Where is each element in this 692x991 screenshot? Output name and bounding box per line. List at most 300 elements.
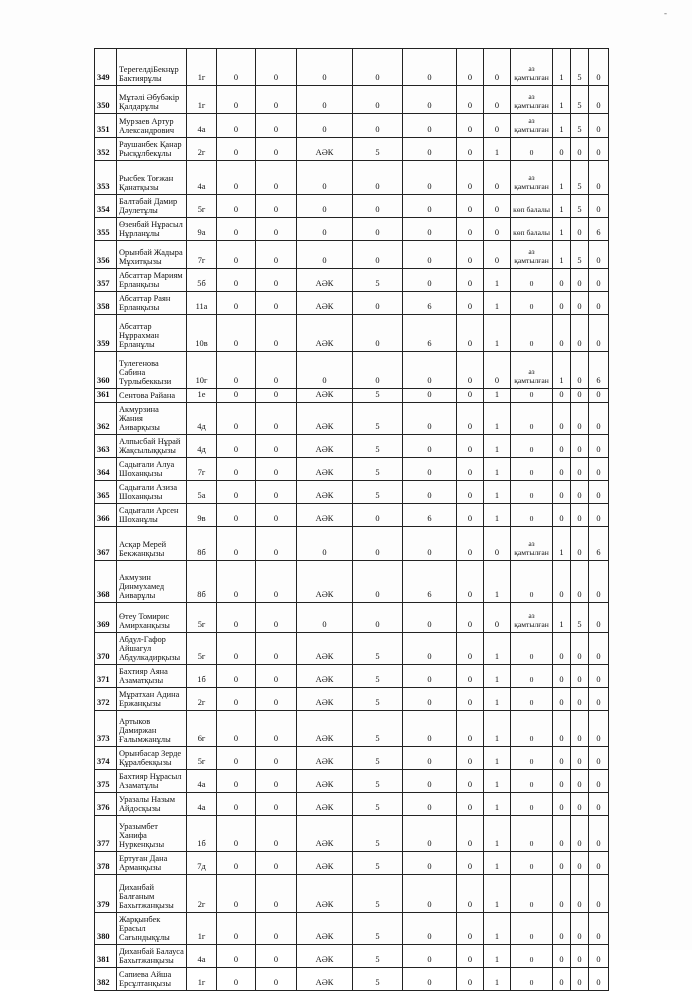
col-b-cell: 0 — [571, 968, 589, 991]
col4-cell: 5 — [353, 458, 403, 481]
col-d-cell: 0 — [589, 747, 609, 770]
col4-cell: 0 — [353, 218, 403, 241]
col7-cell: 0 — [484, 218, 511, 241]
col4-cell: 0 — [353, 561, 403, 603]
row-number: 369 — [95, 603, 117, 633]
row-number: 360 — [95, 352, 117, 389]
col7-cell: 1 — [484, 315, 511, 352]
class-cell: 4а — [187, 114, 217, 138]
col-d-cell: 6 — [589, 352, 609, 389]
col7-cell: 1 — [484, 875, 511, 913]
col6-cell: 0 — [457, 688, 484, 711]
col-a-cell: 0 — [553, 403, 571, 435]
row-number: 371 — [95, 665, 117, 688]
col1-cell: 0 — [217, 241, 256, 269]
row-number: 358 — [95, 292, 117, 315]
col4-cell: 5 — [353, 852, 403, 875]
col4-cell: 5 — [353, 945, 403, 968]
col-b-cell: 0 — [571, 315, 589, 352]
col1-cell: 0 — [217, 352, 256, 389]
row-number: 380 — [95, 913, 117, 945]
row-number: 355 — [95, 218, 117, 241]
col-d-cell: 0 — [589, 49, 609, 86]
col3-cell: АӘК — [297, 913, 353, 945]
table-row — [95, 945, 609, 968]
student-name: Өтеу Томирис Амирханқызы — [117, 603, 187, 633]
row-number: 349 — [95, 49, 117, 86]
class-cell: 5г — [187, 747, 217, 770]
table-row — [95, 218, 609, 241]
col1-cell: 0 — [217, 945, 256, 968]
class-cell: 4а — [187, 945, 217, 968]
col-a-cell: 1 — [553, 603, 571, 633]
col2-cell: 0 — [256, 688, 297, 711]
status-cell: 0 — [511, 793, 553, 816]
col2-cell: 0 — [256, 913, 297, 945]
col5-cell: 0 — [403, 875, 457, 913]
col1-cell: 0 — [217, 527, 256, 561]
col7-cell: 1 — [484, 945, 511, 968]
col3-cell: 0 — [297, 352, 353, 389]
col4-cell: 5 — [353, 793, 403, 816]
col-a-cell: 1 — [553, 352, 571, 389]
col-a-cell: 0 — [553, 816, 571, 852]
col-b-cell: 5 — [571, 86, 589, 114]
row-number: 351 — [95, 114, 117, 138]
status-cell: көп балалы — [511, 195, 553, 218]
col2-cell: 0 — [256, 389, 297, 403]
col4-cell: 0 — [353, 292, 403, 315]
col6-cell: 0 — [457, 435, 484, 458]
student-name: Садығали Азиза Шоханқызы — [117, 481, 187, 504]
table-row — [95, 561, 609, 603]
col5-cell: 0 — [403, 968, 457, 991]
row-number: 362 — [95, 403, 117, 435]
col4-cell: 5 — [353, 770, 403, 793]
col-d-cell: 0 — [589, 161, 609, 195]
col5-cell: 0 — [403, 481, 457, 504]
table-row — [95, 481, 609, 504]
status-cell: 0 — [511, 292, 553, 315]
col3-cell: 0 — [297, 527, 353, 561]
col2-cell: 0 — [256, 665, 297, 688]
col6-cell: 0 — [457, 352, 484, 389]
col3-cell: 0 — [297, 86, 353, 114]
col3-cell: 0 — [297, 603, 353, 633]
col4-cell: 5 — [353, 968, 403, 991]
status-cell: 0 — [511, 945, 553, 968]
status-cell: 0 — [511, 968, 553, 991]
col7-cell: 1 — [484, 633, 511, 665]
col-d-cell: 0 — [589, 913, 609, 945]
class-cell: 10в — [187, 315, 217, 352]
col5-cell: 0 — [403, 403, 457, 435]
student-name: Мурзаев Артур Александрович — [117, 114, 187, 138]
col7-cell: 1 — [484, 793, 511, 816]
col5-cell: 6 — [403, 292, 457, 315]
col6-cell: 0 — [457, 561, 484, 603]
class-cell: 1б — [187, 816, 217, 852]
col-a-cell: 0 — [553, 389, 571, 403]
col2-cell: 0 — [256, 315, 297, 352]
col2-cell: 0 — [256, 527, 297, 561]
col-a-cell: 1 — [553, 86, 571, 114]
status-cell: 0 — [511, 816, 553, 852]
col7-cell: 1 — [484, 504, 511, 527]
col-a-cell: 0 — [553, 945, 571, 968]
student-name: Асқар Мерей Бекжанқызы — [117, 527, 187, 561]
table-row — [95, 875, 609, 913]
col7-cell: 1 — [484, 747, 511, 770]
status-cell: аз қамтылған — [511, 86, 553, 114]
table-row — [95, 138, 609, 161]
col6-cell: 0 — [457, 195, 484, 218]
table-row — [95, 504, 609, 527]
student-name: Садығали Алуа Шоханқызы — [117, 458, 187, 481]
student-name: Уразалы Назым Айдосқызы — [117, 793, 187, 816]
col-a-cell: 1 — [553, 161, 571, 195]
col2-cell: 0 — [256, 403, 297, 435]
col6-cell: 0 — [457, 138, 484, 161]
student-name: Бахтияр Нұрасыл Азаматұлы — [117, 770, 187, 793]
col3-cell: 0 — [297, 161, 353, 195]
row-number: 352 — [95, 138, 117, 161]
col-a-cell: 0 — [553, 852, 571, 875]
col4-cell: 5 — [353, 875, 403, 913]
status-cell: 0 — [511, 633, 553, 665]
col2-cell: 0 — [256, 875, 297, 913]
row-number: 361 — [95, 389, 117, 403]
student-name: Балтабай Дамир Дәулетұлы — [117, 195, 187, 218]
col-d-cell: 0 — [589, 481, 609, 504]
col-b-cell: 5 — [571, 161, 589, 195]
col7-cell: 0 — [484, 114, 511, 138]
status-cell: 0 — [511, 665, 553, 688]
class-cell: 1г — [187, 968, 217, 991]
col-a-cell: 0 — [553, 633, 571, 665]
col6-cell: 0 — [457, 49, 484, 86]
col3-cell: АӘК — [297, 481, 353, 504]
col3-cell: АӘК — [297, 770, 353, 793]
col6-cell: 0 — [457, 114, 484, 138]
col1-cell: 0 — [217, 269, 256, 292]
col-d-cell: 0 — [589, 688, 609, 711]
status-cell: 0 — [511, 403, 553, 435]
student-name: Абсаттар Нұррахман Ерланұлы — [117, 315, 187, 352]
table-row — [95, 688, 609, 711]
col6-cell: 0 — [457, 481, 484, 504]
col4-cell: 5 — [353, 403, 403, 435]
col-a-cell: 1 — [553, 241, 571, 269]
col-a-cell: 0 — [553, 688, 571, 711]
col1-cell: 0 — [217, 389, 256, 403]
table-row — [95, 527, 609, 561]
col2-cell: 0 — [256, 241, 297, 269]
col-b-cell: 0 — [571, 403, 589, 435]
status-cell: 0 — [511, 269, 553, 292]
col7-cell: 1 — [484, 816, 511, 852]
col5-cell: 0 — [403, 852, 457, 875]
col7-cell: 1 — [484, 138, 511, 161]
table-row — [95, 913, 609, 945]
col-a-cell: 1 — [553, 527, 571, 561]
col-b-cell: 0 — [571, 852, 589, 875]
col1-cell: 0 — [217, 561, 256, 603]
class-cell: 4а — [187, 793, 217, 816]
col6-cell: 0 — [457, 389, 484, 403]
col1-cell: 0 — [217, 852, 256, 875]
table-row — [95, 269, 609, 292]
col6-cell: 0 — [457, 711, 484, 747]
col7-cell: 1 — [484, 665, 511, 688]
col-a-cell: 0 — [553, 504, 571, 527]
col-a-cell: 0 — [553, 711, 571, 747]
row-number: 368 — [95, 561, 117, 603]
col1-cell: 0 — [217, 603, 256, 633]
col5-cell: 0 — [403, 435, 457, 458]
col4-cell: 0 — [353, 352, 403, 389]
col4-cell: 0 — [353, 315, 403, 352]
class-cell: 2г — [187, 688, 217, 711]
class-cell: 7г — [187, 241, 217, 269]
col4-cell: 5 — [353, 633, 403, 665]
col2-cell: 0 — [256, 458, 297, 481]
col-d-cell: 0 — [589, 458, 609, 481]
col6-cell: 0 — [457, 770, 484, 793]
row-number: 350 — [95, 86, 117, 114]
row-number: 365 — [95, 481, 117, 504]
col7-cell: 1 — [484, 481, 511, 504]
col1-cell: 0 — [217, 458, 256, 481]
table-row — [95, 816, 609, 852]
col-b-cell: 5 — [571, 195, 589, 218]
student-name: Акмузин Динмухамед Аиварұлы — [117, 561, 187, 603]
row-number: 373 — [95, 711, 117, 747]
class-cell: 7д — [187, 852, 217, 875]
col7-cell: 0 — [484, 352, 511, 389]
status-cell: 0 — [511, 458, 553, 481]
col5-cell: 0 — [403, 161, 457, 195]
col-b-cell: 0 — [571, 793, 589, 816]
col5-cell: 0 — [403, 138, 457, 161]
table-row — [95, 161, 609, 195]
student-name: Мұтәлі Әбубәкір Қалдарұлы — [117, 86, 187, 114]
col5-cell: 0 — [403, 688, 457, 711]
col1-cell: 0 — [217, 481, 256, 504]
col-b-cell: 0 — [571, 747, 589, 770]
col5-cell: 0 — [403, 49, 457, 86]
col-d-cell: 0 — [589, 633, 609, 665]
status-cell: аз қамтылған — [511, 161, 553, 195]
row-number: 382 — [95, 968, 117, 991]
col-d-cell: 0 — [589, 793, 609, 816]
col-b-cell: 0 — [571, 875, 589, 913]
col1-cell: 0 — [217, 793, 256, 816]
col-a-cell: 0 — [553, 913, 571, 945]
col-d-cell: 0 — [589, 504, 609, 527]
col-d-cell: 0 — [589, 816, 609, 852]
col7-cell: 0 — [484, 49, 511, 86]
col-d-cell: 0 — [589, 852, 609, 875]
status-cell: 0 — [511, 747, 553, 770]
class-cell: 5г — [187, 633, 217, 665]
col3-cell: АӘК — [297, 269, 353, 292]
class-cell: 6г — [187, 711, 217, 747]
student-name: Өзенбай Нұрасыл Нұрланұлы — [117, 218, 187, 241]
col5-cell: 0 — [403, 241, 457, 269]
col-d-cell: 0 — [589, 241, 609, 269]
col-a-cell: 1 — [553, 195, 571, 218]
col5-cell: 6 — [403, 504, 457, 527]
col-b-cell: 5 — [571, 241, 589, 269]
col6-cell: 0 — [457, 747, 484, 770]
col-b-cell: 0 — [571, 913, 589, 945]
class-cell: 1б — [187, 665, 217, 688]
status-cell: 0 — [511, 315, 553, 352]
status-cell: 0 — [511, 561, 553, 603]
col3-cell: АӘК — [297, 292, 353, 315]
col6-cell: 0 — [457, 504, 484, 527]
col2-cell: 0 — [256, 86, 297, 114]
row-number: 366 — [95, 504, 117, 527]
row-number: 359 — [95, 315, 117, 352]
col-a-cell: 0 — [553, 435, 571, 458]
table-row — [95, 711, 609, 747]
status-cell: 0 — [511, 389, 553, 403]
student-name: ТерегелдіБекнұр Бактиярұлы — [117, 49, 187, 86]
col-b-cell: 0 — [571, 945, 589, 968]
class-cell: 2г — [187, 138, 217, 161]
col1-cell: 0 — [217, 315, 256, 352]
col-a-cell: 0 — [553, 747, 571, 770]
col2-cell: 0 — [256, 770, 297, 793]
col-a-cell: 1 — [553, 49, 571, 86]
col4-cell: 0 — [353, 49, 403, 86]
col3-cell: 0 — [297, 218, 353, 241]
col4-cell: 5 — [353, 913, 403, 945]
col6-cell: 0 — [457, 269, 484, 292]
col-a-cell: 0 — [553, 770, 571, 793]
col7-cell: 1 — [484, 458, 511, 481]
row-number: 357 — [95, 269, 117, 292]
col-d-cell: 6 — [589, 218, 609, 241]
col1-cell: 0 — [217, 86, 256, 114]
students-table — [94, 48, 609, 991]
col6-cell: 0 — [457, 458, 484, 481]
col-b-cell: 0 — [571, 352, 589, 389]
row-number: 376 — [95, 793, 117, 816]
student-name: Рысбек Тоғжан Қанатқызы — [117, 161, 187, 195]
col4-cell: 0 — [353, 241, 403, 269]
col1-cell: 0 — [217, 711, 256, 747]
col7-cell: 0 — [484, 603, 511, 633]
student-name: Уразымбет Ханифа Нуркенқызы — [117, 816, 187, 852]
col7-cell: 1 — [484, 688, 511, 711]
student-name: Тулегенова Сабина Турлыбеккызи — [117, 352, 187, 389]
col5-cell: 0 — [403, 86, 457, 114]
student-name: Сентова Райана — [117, 389, 187, 403]
col-d-cell: 6 — [589, 527, 609, 561]
col5-cell: 0 — [403, 195, 457, 218]
table-row — [95, 435, 609, 458]
status-cell: 0 — [511, 504, 553, 527]
col-d-cell: 0 — [589, 770, 609, 793]
table-row — [95, 114, 609, 138]
col2-cell: 0 — [256, 561, 297, 603]
student-name: Абдул-Гафор Айшагул Абдулкадирқызы — [117, 633, 187, 665]
col1-cell: 0 — [217, 665, 256, 688]
col-b-cell: 0 — [571, 527, 589, 561]
col2-cell: 0 — [256, 195, 297, 218]
table-row — [95, 458, 609, 481]
student-name: Диханбай Балғаным Бахытжанқызы — [117, 875, 187, 913]
table-row — [95, 315, 609, 352]
col-d-cell: 0 — [589, 114, 609, 138]
col5-cell: 0 — [403, 793, 457, 816]
col2-cell: 0 — [256, 292, 297, 315]
class-cell: 1г — [187, 913, 217, 945]
col3-cell: АӘК — [297, 504, 353, 527]
col5-cell: 0 — [403, 269, 457, 292]
col5-cell: 0 — [403, 747, 457, 770]
col-a-cell: 0 — [553, 269, 571, 292]
col-d-cell: 0 — [589, 403, 609, 435]
col1-cell: 0 — [217, 913, 256, 945]
col6-cell: 0 — [457, 403, 484, 435]
status-cell: 0 — [511, 481, 553, 504]
col4-cell: 5 — [353, 481, 403, 504]
col7-cell: 0 — [484, 86, 511, 114]
col7-cell: 1 — [484, 269, 511, 292]
col7-cell: 1 — [484, 403, 511, 435]
col5-cell: 0 — [403, 945, 457, 968]
class-cell: 4а — [187, 161, 217, 195]
student-name: Абсаттар Мариям Ерланқызы — [117, 269, 187, 292]
status-cell: аз қамтылған — [511, 603, 553, 633]
col-b-cell: 0 — [571, 770, 589, 793]
col-d-cell: 0 — [589, 292, 609, 315]
col3-cell: АӘК — [297, 875, 353, 913]
col5-cell: 6 — [403, 561, 457, 603]
col3-cell: 0 — [297, 49, 353, 86]
col4-cell: 5 — [353, 389, 403, 403]
class-cell: 4а — [187, 770, 217, 793]
col5-cell: 0 — [403, 114, 457, 138]
col1-cell: 0 — [217, 161, 256, 195]
col6-cell: 0 — [457, 875, 484, 913]
col2-cell: 0 — [256, 138, 297, 161]
col2-cell: 0 — [256, 603, 297, 633]
student-name: Раушанбек Қанар Рысқұлбекұлы — [117, 138, 187, 161]
table-row — [95, 403, 609, 435]
col-b-cell: 0 — [571, 458, 589, 481]
class-cell: 1г — [187, 86, 217, 114]
table-row — [95, 241, 609, 269]
table-row — [95, 389, 609, 403]
col5-cell: 0 — [403, 665, 457, 688]
col-d-cell: 0 — [589, 945, 609, 968]
col3-cell: 0 — [297, 241, 353, 269]
col-b-cell: 0 — [571, 816, 589, 852]
col7-cell: 1 — [484, 852, 511, 875]
col6-cell: 0 — [457, 945, 484, 968]
col2-cell: 0 — [256, 945, 297, 968]
col5-cell: 0 — [403, 603, 457, 633]
col-d-cell: 0 — [589, 561, 609, 603]
col7-cell: 0 — [484, 527, 511, 561]
table-row — [95, 49, 609, 86]
col4-cell: 0 — [353, 114, 403, 138]
